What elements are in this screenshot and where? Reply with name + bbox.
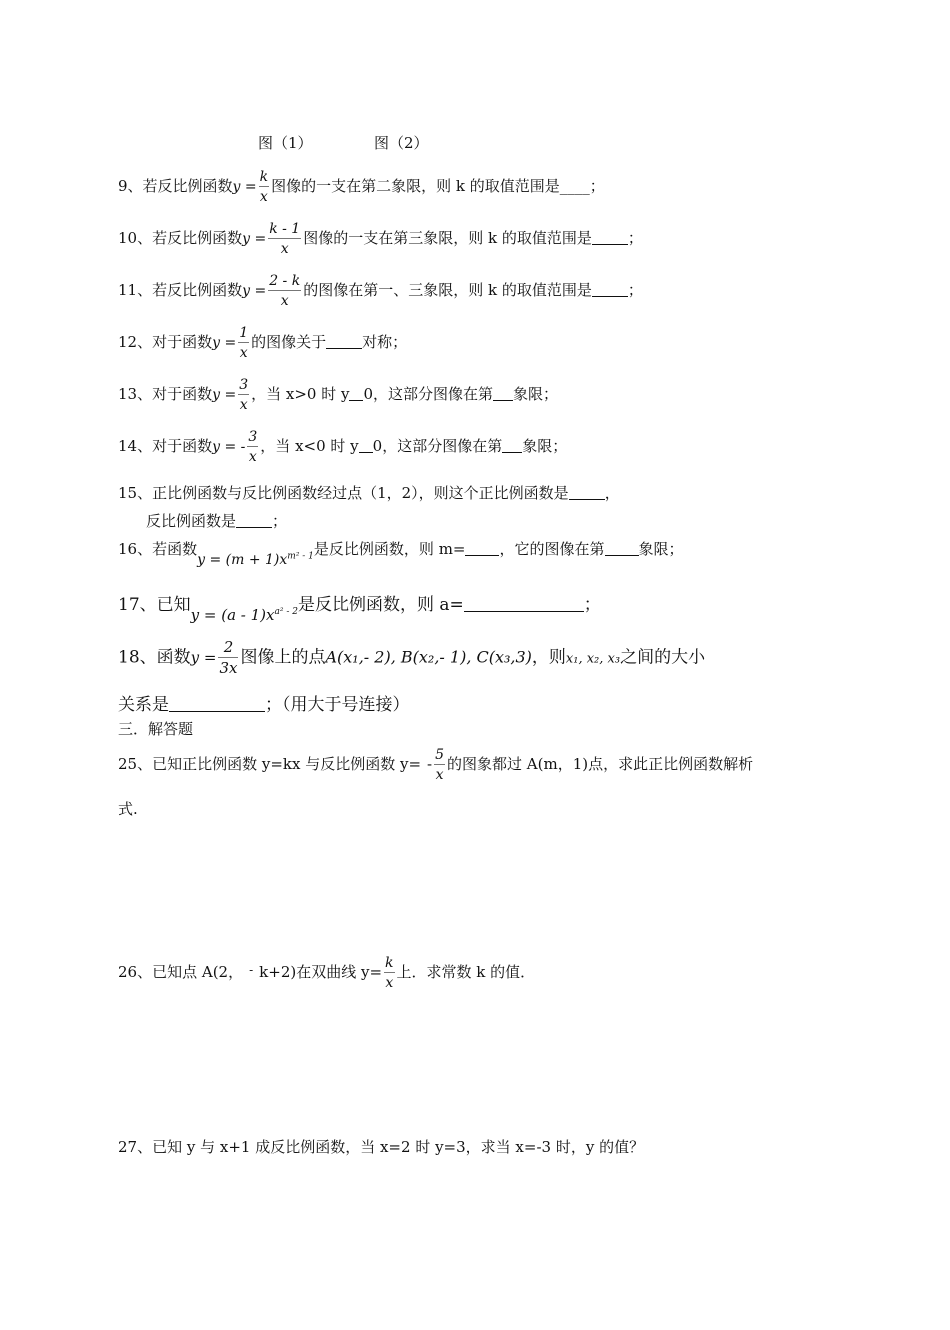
question-25-line-2: 式. [118,800,138,818]
q14-denominator: x [247,446,258,464]
q13-end: 象限； [513,385,559,403]
question-9 [118,170,605,204]
q18-blank[interactable] [169,696,265,712]
q16-blank-2[interactable] [605,540,639,556]
q15-blank-2[interactable] [236,512,272,528]
q11-prefix: 11、若反比例函数 [118,281,243,299]
q13-middle: 0，这部分图像在第 [363,385,494,403]
q18-end: ；（用大于号连接） [265,695,410,715]
q11-text: 的图像在第一、三象限，则 k 的取值范围是 [303,281,592,299]
q26-fraction [384,956,394,990]
question-25 [118,748,753,782]
q14-prefix: 14、对于函数 [118,437,213,455]
q18-variables: x₁, x₂, x₃ [565,651,621,667]
question-15-line-1 [118,482,620,503]
q17-exponent: a² - 2 [274,607,298,617]
section-heading: 三．解答题 [118,720,194,738]
q9-fraction [259,170,269,204]
q11-numerator: 2 - k [269,273,301,289]
q26-numerator: k [385,955,394,971]
q10-fraction [268,222,301,256]
q18-text: 图像上的点 [240,647,326,668]
q12-prefix: 12、对于函数 [118,333,213,351]
q18-text-2: 之间的大小 [620,647,706,668]
q16-exponent: m² - 1 [287,551,314,562]
q13-fraction [238,378,249,412]
figure-caption-1: 图（1） [258,134,313,152]
q12-end: 对称； [362,333,408,351]
q14-blank-1[interactable] [359,437,373,453]
question-11 [118,274,643,308]
q26-denominator: x [384,972,394,990]
question-16 [118,538,684,568]
q16-math [197,552,314,568]
q13-numerator: 3 [239,377,249,393]
q13-prefix: 13、对于函数 [118,385,213,403]
q12-blank[interactable] [326,333,362,349]
q15-blank-1[interactable] [569,484,605,500]
q9-prefix: 9、若反比例函数 [118,177,233,195]
question-27: 27、已知 y 与 x+1 成反比例函数，当 x=2 时 y=3，求当 x=-3 时，y 的值？ [118,1138,645,1156]
question-14 [118,430,567,464]
q15-text: 15、正比例函数与反比例函数经过点（1，2），则这个正比例函数是 [118,484,569,502]
q18-lhs: y = [190,648,217,667]
q11-blank[interactable] [592,281,628,297]
q11-denominator: x [268,290,301,308]
q25-text: 的图象都过 A(m，1)点，求此正比例函数解析 [447,755,754,773]
question-18 [118,640,705,676]
q18-fraction [218,640,238,676]
q16-middle: ，它的图像在第 [499,540,605,558]
q10-numerator: k - 1 [269,221,301,237]
q25-negative: - [427,755,433,773]
q15-text-2: 反比例函数是 [146,512,237,530]
q14-fraction [247,430,258,464]
q16-end: 象限； [638,540,684,558]
q18-prefix: 18、函数 [118,647,191,668]
q16-prefix: 16、若函数 [118,540,198,558]
q10-text: 图像的一支在第三象限，则 k 的取值范围是 [303,229,592,247]
q13-blank-1[interactable] [349,385,363,401]
q12-fraction [238,326,249,360]
q17-prefix: 17、已知 [118,595,191,615]
q10-end: ； [627,229,643,247]
q14-end: 象限； [522,437,568,455]
q25-denominator: x [434,764,445,782]
q18-points: A(x₁,- 2), B(x₂,- 1), C(x₃,3) [325,647,532,667]
q14-blank-2[interactable] [502,437,522,453]
q11-lhs: y = [242,283,267,299]
q25-fraction [434,748,445,782]
q9-numerator: k [259,169,269,185]
question-26 [118,956,535,990]
q18-middle: ，则 [531,647,566,668]
q15-end-1: ， [604,484,620,502]
q10-prefix: 10、若反比例函数 [118,229,243,247]
q13-text: ，当 x>0 时 y [251,385,350,403]
q13-denominator: x [238,394,249,412]
q12-denominator: x [238,342,249,360]
q16-expression: y = (m + 1)x [197,552,288,568]
q17-expression: y = (a - 1)x [190,606,275,624]
q18-denominator: 3x [219,659,238,677]
question-13 [118,378,558,412]
q12-lhs: y = [212,335,237,351]
q26-text: 上．求常数 k 的值． [396,963,536,981]
figure-caption-2: 图（2） [374,134,429,152]
question-17 [118,590,601,624]
q12-numerator: 1 [239,325,249,341]
question-12 [118,326,407,360]
q10-denominator: x [268,238,301,256]
q16-text: 是反比例函数，则 m= [313,540,466,558]
q17-text: 是反比例函数，则 a= [297,595,464,615]
q9-end: ； [589,177,605,195]
q14-lhs: y = - [212,439,246,455]
q17-blank[interactable] [464,596,584,612]
q9-text: 图像的一支在第二象限，则 k 的取值范围是 [271,177,560,195]
q16-blank-1[interactable] [465,540,499,556]
q17-math [191,606,298,624]
q25-prefix: 25、已知正比例函数 y=kx 与反比例函数 y= [118,755,422,773]
q18-numerator: 2 [223,638,234,656]
q10-lhs: y = [242,231,267,247]
q11-end: ； [627,281,643,299]
q14-text: ，当 x<0 时 y [260,437,359,455]
question-10 [118,222,643,256]
q13-lhs: y = [212,387,237,403]
question-15-line-2 [146,510,287,531]
question-18-line-2 [118,690,410,715]
q12-text: 的图像关于 [251,333,327,351]
q17-end: ； [583,595,601,615]
q26-middle: k+2)在双曲线 y= [259,963,383,981]
q9-lhs: y = [232,179,257,195]
q25-numerator: 5 [435,747,445,763]
q10-blank[interactable] [592,229,628,245]
q26-negative: - [249,963,254,977]
q14-middle: 0，这部分图像在第 [372,437,503,455]
q13-blank-2[interactable] [493,385,513,401]
q14-numerator: 3 [248,429,258,445]
q11-fraction [268,274,301,308]
q15-end-2: ； [272,512,288,530]
q26-prefix: 26、已知点 A(2， [118,963,244,981]
q9-denominator: x [259,186,269,204]
q9-blank: ____ [559,177,590,195]
q18-line2-text: 关系是 [118,695,169,715]
